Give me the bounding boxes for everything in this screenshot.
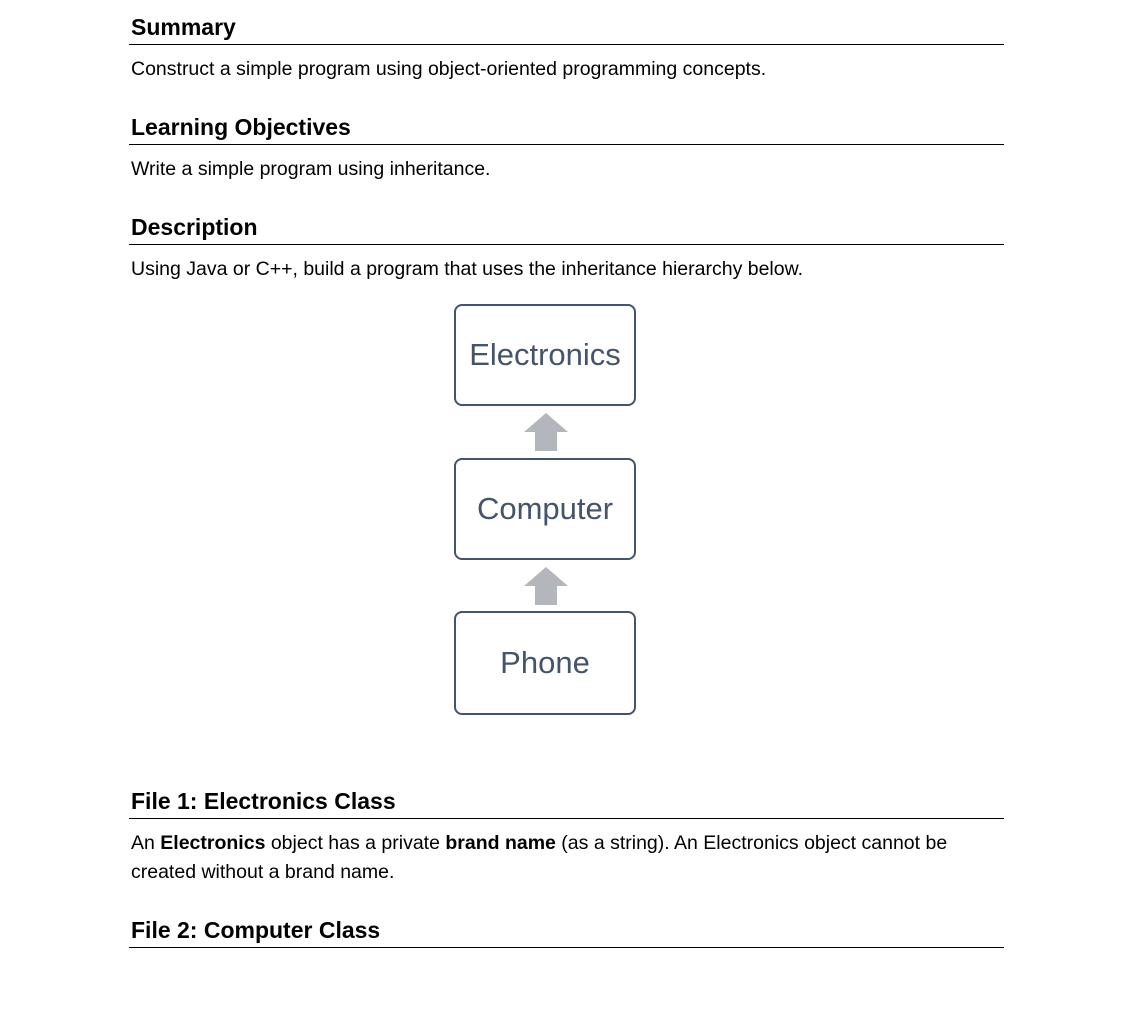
electronics-bold: Electronics [160,832,266,854]
file1-section [129,786,1004,887]
file2-section [129,915,1004,948]
computer-node: Computer [454,458,636,560]
phone-node: Phone [454,611,636,715]
description-heading: Description [129,212,1004,245]
summary-text: Construct a simple program using object-oriented programming concepts. [131,58,767,80]
brand-name-bold: brand name [445,832,556,854]
objectives-heading: Learning Objectives [129,112,1004,145]
file1-text-part1: An [131,832,161,854]
up-arrow-icon [524,413,568,451]
file2-heading: File 2: Computer Class [129,915,1004,948]
objectives-text: Write a simple program using inheritance. [131,158,491,180]
file1-text-part3: (as a string). An Electronics object cannot be created without a brand name. [131,832,948,883]
file1-text-part2: object has a private [265,832,446,854]
description-text: Using Java or C++, build a program that uses the inheritance hierarchy below. [131,258,804,280]
summary-section [129,12,1004,84]
up-arrow-icon [524,567,568,605]
summary-heading: Summary [129,12,1004,45]
file1-heading: File 1: Electronics Class [129,786,1004,819]
description-section [129,212,1004,284]
objectives-section [129,112,1004,184]
electronics-node: Electronics [454,304,636,406]
file1-text [129,829,1004,887]
